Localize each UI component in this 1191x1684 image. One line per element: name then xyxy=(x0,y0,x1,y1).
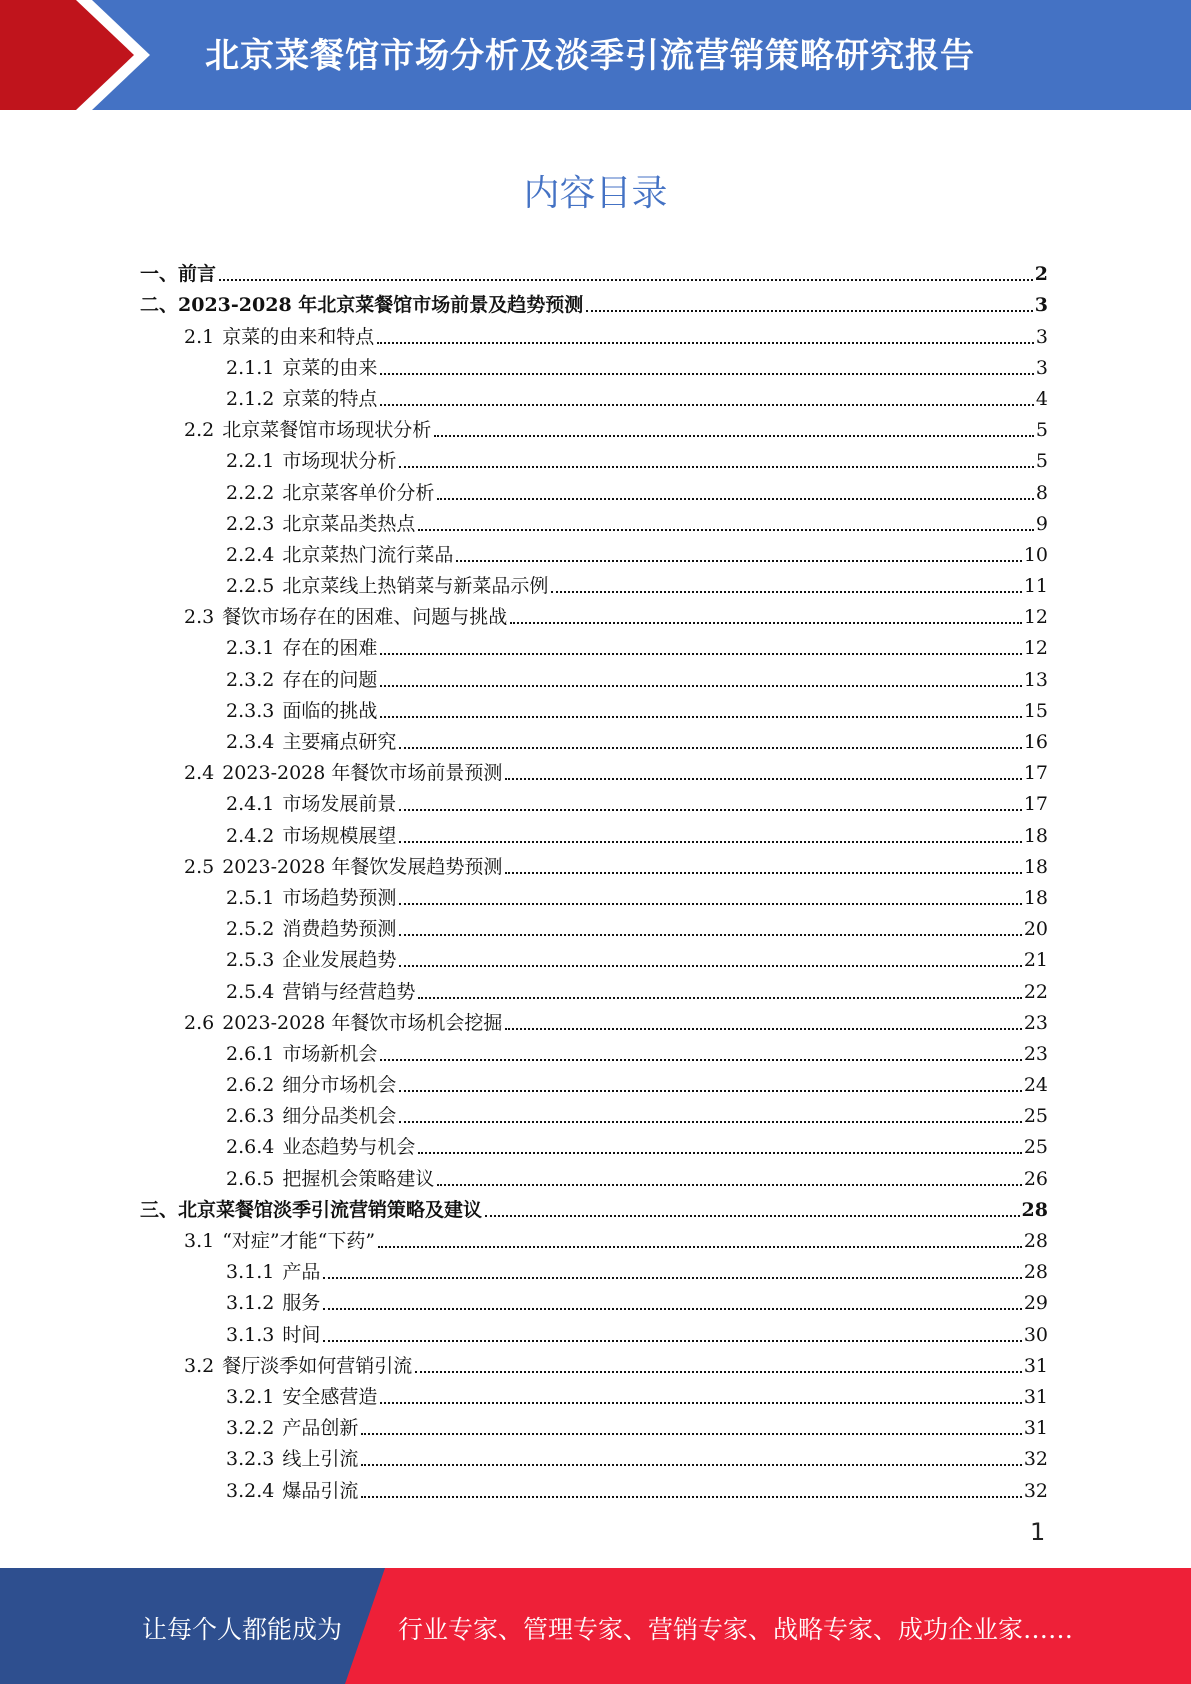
toc-entry-title: 线上引流 xyxy=(282,1448,359,1471)
toc-entry-number: 2.3.1 xyxy=(226,637,275,660)
toc-entry[interactable] xyxy=(140,1408,1048,1439)
toc-entry-page: 15 xyxy=(1023,699,1048,722)
toc-entry-page: 17 xyxy=(1023,762,1048,785)
toc-entry-page: 25 xyxy=(1023,1105,1048,1128)
toc-leader-dots xyxy=(505,777,1021,780)
toc-entry-title: 北京菜餐馆淡季引流营销策略及建议 xyxy=(178,1198,483,1221)
toc-entry-page: 31 xyxy=(1023,1385,1048,1408)
toc-entry-page: 8 xyxy=(1035,481,1048,504)
toc-entry[interactable] xyxy=(140,1346,1048,1377)
toc-entry[interactable] xyxy=(140,1096,1048,1127)
toc-entry-page: 3 xyxy=(1034,294,1048,317)
toc-entry-title: 细分品类机会 xyxy=(282,1105,397,1128)
toc-entry-title: 面临的挑战 xyxy=(282,699,378,722)
toc-leader-dots xyxy=(399,1120,1021,1123)
toc-leader-dots xyxy=(380,1401,1021,1404)
toc-leader-dots xyxy=(361,1495,1021,1498)
toc-entry-page: 16 xyxy=(1023,731,1048,753)
toc-entry-page: 4 xyxy=(1035,387,1048,410)
toc-entry-number: 2.2.5 xyxy=(226,575,275,598)
toc-leader-dots xyxy=(323,1307,1021,1310)
toc-entry[interactable] xyxy=(140,815,1048,846)
toc-entry-page: 28 xyxy=(1023,1261,1048,1284)
toc-entry-page: 20 xyxy=(1023,918,1048,941)
toc-entry-page: 22 xyxy=(1023,980,1048,1003)
toc-entry-title: 服务 xyxy=(282,1292,321,1315)
toc-leader-dots xyxy=(380,372,1034,375)
toc-entry-number: 2.3.2 xyxy=(226,668,275,691)
toc-entry-title: 北京菜客单价分析 xyxy=(282,481,435,504)
toc-entry-number: 3.1.1 xyxy=(226,1261,275,1284)
toc-entry[interactable] xyxy=(140,1314,1048,1345)
toc-entry[interactable] xyxy=(140,566,1048,597)
toc-leader-dots xyxy=(380,715,1021,718)
footer-slogan-left: 让每个人都能成为 xyxy=(142,1615,343,1644)
toc-entry-number: 2.4 xyxy=(184,762,215,785)
toc-entry-page: 28 xyxy=(1021,1198,1048,1221)
toc-entry-page: 3 xyxy=(1035,356,1048,379)
toc-entry-number: 2.5.2 xyxy=(226,918,275,941)
toc-entry-number: 2.4.2 xyxy=(226,824,275,847)
toc-entry[interactable] xyxy=(140,1377,1048,1408)
toc-leader-dots xyxy=(399,808,1021,811)
toc-entry-title: 消费趋势预测 xyxy=(282,918,397,941)
toc-entry-number: 3.1 xyxy=(184,1230,215,1252)
toc-entry-page: 32 xyxy=(1023,1479,1048,1502)
toc-entry-number: 2.2.1 xyxy=(226,450,275,473)
toc-entry-number: 2.6.4 xyxy=(226,1136,275,1159)
toc-entry-number: 3.2 xyxy=(184,1354,215,1377)
toc-entry-title: 北京菜品类热点 xyxy=(282,512,416,535)
toc-entry[interactable] xyxy=(140,285,1048,316)
toc-entry[interactable] xyxy=(140,504,1048,535)
toc-leader-dots xyxy=(380,1058,1021,1061)
toc-leader-dots xyxy=(485,1214,1020,1217)
toc-entry-title: 京菜的特点 xyxy=(282,387,378,410)
toc-entry-number: 一、 xyxy=(140,263,179,286)
toc-entry-page: 12 xyxy=(1023,606,1048,629)
table-of-contents xyxy=(140,254,1048,1502)
toc-entry-title: 企业发展趋势 xyxy=(282,949,397,972)
toc-entry[interactable] xyxy=(140,1065,1048,1096)
toc-entry-title: 餐厅淡季如何营销引流 xyxy=(222,1354,413,1377)
toc-entry-number: 2.3.4 xyxy=(226,731,275,753)
toc-entry-title: 北京菜热门流行菜品 xyxy=(282,543,454,566)
toc-leader-dots xyxy=(399,746,1021,749)
toc-entry-page: 23 xyxy=(1023,1042,1048,1065)
toc-leader-dots xyxy=(399,1089,1021,1092)
toc-entry-title: 北京菜线上热销菜与新菜品示例 xyxy=(282,575,549,598)
toc-entry[interactable] xyxy=(140,1221,1048,1252)
toc-entry[interactable] xyxy=(140,1470,1048,1501)
toc-entry-title: 市场新机会 xyxy=(282,1042,378,1065)
toc-entry-page: 24 xyxy=(1023,1074,1048,1097)
toc-entry-page: 31 xyxy=(1023,1354,1048,1377)
toc-entry-number: 2.5.1 xyxy=(226,886,275,909)
toc-entry-number: 2.6.3 xyxy=(226,1105,275,1128)
toc-entry-number: 2.1.2 xyxy=(226,387,275,410)
toc-entry-page: 25 xyxy=(1023,1136,1048,1159)
toc-entry-page: 9 xyxy=(1035,512,1048,535)
toc-entry[interactable] xyxy=(140,628,1048,659)
toc-entry[interactable] xyxy=(140,597,1048,628)
toc-entry-title: “对症”才能“下药” xyxy=(222,1230,376,1252)
toc-entry[interactable] xyxy=(140,254,1048,285)
toc-entry-title: 市场发展前景 xyxy=(282,793,397,816)
toc-entry-page: 18 xyxy=(1023,855,1048,878)
toc-leader-dots xyxy=(361,1463,1021,1466)
toc-entry-title: 餐饮市场存在的困难、问题与挑战 xyxy=(222,606,508,629)
toc-entry-number: 2.2 xyxy=(184,419,215,442)
toc-entry-title: 2023-2028 年餐饮市场前景预测 xyxy=(222,762,503,785)
toc-entry-title: 营销与经营趋势 xyxy=(282,980,416,1003)
toc-leader-dots xyxy=(418,996,1021,999)
page-number: 1 xyxy=(1030,1518,1046,1546)
toc-entry-page: 5 xyxy=(1035,450,1048,473)
toc-entry[interactable] xyxy=(140,348,1048,379)
toc-entry-number: 2.6.1 xyxy=(226,1042,275,1065)
toc-entry-title: 爆品引流 xyxy=(282,1479,359,1502)
page-header xyxy=(0,0,1191,110)
toc-entry-number: 2.6.2 xyxy=(226,1074,275,1097)
toc-entry[interactable] xyxy=(140,379,1048,410)
toc-entry-number: 2.2.2 xyxy=(226,481,275,504)
toc-entry-number: 2.5.4 xyxy=(226,980,275,1003)
toc-entry[interactable] xyxy=(140,753,1048,784)
toc-entry-title: 主要痛点研究 xyxy=(282,731,397,753)
toc-entry[interactable] xyxy=(140,940,1048,971)
toc-entry-page: 32 xyxy=(1023,1448,1048,1471)
toc-entry[interactable] xyxy=(140,472,1048,503)
toc-entry-number: 3.1.3 xyxy=(226,1323,275,1346)
toc-entry-page: 30 xyxy=(1023,1323,1048,1346)
toc-entry-title: 存在的困难 xyxy=(282,637,378,660)
toc-entry-number: 二、 xyxy=(140,294,179,317)
toc-entry-title: 京菜的由来 xyxy=(282,356,378,379)
toc-leader-dots xyxy=(399,902,1021,905)
toc-entry-number: 2.5 xyxy=(184,855,215,878)
toc-entry-page: 26 xyxy=(1023,1167,1048,1190)
toc-entry-page: 18 xyxy=(1023,824,1048,847)
toc-leader-dots xyxy=(586,309,1032,312)
toc-entry-page: 2 xyxy=(1034,263,1048,286)
toc-entry[interactable] xyxy=(140,691,1048,722)
toc-entry[interactable] xyxy=(140,441,1048,472)
toc-entry[interactable] xyxy=(140,1127,1048,1158)
toc-entry-number: 2.6 xyxy=(184,1011,215,1034)
toc-entry-title: 市场趋势预测 xyxy=(282,886,397,909)
toc-entry-title: 产品 xyxy=(282,1261,321,1284)
toc-leader-dots xyxy=(378,1245,1022,1248)
toc-entry-title: 2023-2028 年餐饮市场机会挖掘 xyxy=(222,1011,503,1034)
toc-leader-dots xyxy=(399,933,1021,936)
toc-leader-dots xyxy=(456,559,1021,562)
toc-entry[interactable] xyxy=(140,1190,1048,1221)
toc-leader-dots xyxy=(323,1339,1021,1342)
toc-entry[interactable] xyxy=(140,1003,1048,1034)
toc-entry-title: 时间 xyxy=(282,1323,321,1346)
toc-entry-title: 细分市场机会 xyxy=(282,1074,397,1097)
toc-entry[interactable] xyxy=(140,878,1048,909)
toc-leader-dots xyxy=(399,465,1034,468)
toc-entry-page: 5 xyxy=(1035,419,1048,442)
toc-leader-dots xyxy=(380,684,1021,687)
toc-leader-dots xyxy=(380,403,1034,406)
toc-entry[interactable] xyxy=(140,659,1048,690)
toc-leader-dots xyxy=(418,1151,1021,1154)
toc-entry-title: 京菜的由来和特点 xyxy=(222,325,375,348)
toc-entry-number: 2.3.3 xyxy=(226,699,275,722)
toc-entry-page: 17 xyxy=(1023,793,1048,816)
footer-slogan-right: 行业专家、管理专家、营销专家、战略专家、成功企业家…… xyxy=(398,1615,1074,1644)
toc-entry-number: 3.2.1 xyxy=(226,1385,275,1408)
toc-leader-dots xyxy=(415,1370,1022,1373)
toc-entry[interactable] xyxy=(140,1158,1048,1189)
toc-leader-dots xyxy=(551,590,1021,593)
toc-entry-title: 市场现状分析 xyxy=(282,450,397,473)
toc-leader-dots xyxy=(434,434,1034,437)
toc-leader-dots xyxy=(437,497,1034,500)
toc-entry-title: 产品创新 xyxy=(282,1417,359,1440)
toc-entry-page: 18 xyxy=(1023,886,1048,909)
toc-leader-dots xyxy=(377,341,1034,344)
toc-entry[interactable] xyxy=(140,1034,1048,1065)
toc-entry-title: 2023-2028 年北京菜餐馆市场前景及趋势预测 xyxy=(178,294,584,317)
toc-entry[interactable] xyxy=(140,410,1048,441)
toc-entry-number: 2.4.1 xyxy=(226,793,275,816)
toc-entry-page: 21 xyxy=(1023,949,1048,972)
toc-leader-dots xyxy=(399,840,1021,843)
toc-entry-title: 2023-2028 年餐饮发展趋势预测 xyxy=(222,855,503,878)
toc-entry-title: 前言 xyxy=(178,263,217,286)
toc-entry-title: 存在的问题 xyxy=(282,668,378,691)
toc-entry-number: 2.5.3 xyxy=(226,949,275,972)
toc-entry-page: 3 xyxy=(1035,325,1048,348)
toc-entry[interactable] xyxy=(140,847,1048,878)
toc-entry-number: 3.2.4 xyxy=(226,1479,275,1502)
toc-entry-page: 13 xyxy=(1023,668,1048,691)
toc-entry-number: 3.1.2 xyxy=(226,1292,275,1315)
toc-entry[interactable] xyxy=(140,1439,1048,1470)
toc-entry-number: 2.2.4 xyxy=(226,543,275,566)
toc-entry-number: 3.2.3 xyxy=(226,1448,275,1471)
toc-entry-number: 2.3 xyxy=(184,606,215,629)
toc-title: 内容目录 xyxy=(523,173,668,214)
toc-entry-page: 28 xyxy=(1023,1230,1048,1252)
toc-entry-page: 12 xyxy=(1023,637,1048,660)
toc-leader-dots xyxy=(505,1027,1021,1030)
toc-entry[interactable] xyxy=(140,1252,1048,1283)
page-footer xyxy=(0,1568,1191,1684)
toc-entry-number: 2.1 xyxy=(184,325,215,348)
toc-leader-dots xyxy=(361,1432,1021,1435)
toc-entry[interactable] xyxy=(140,1283,1048,1314)
toc-leader-dots xyxy=(219,278,1033,281)
toc-entry-title: 业态趋势与机会 xyxy=(282,1136,416,1159)
toc-entry[interactable] xyxy=(140,971,1048,1002)
toc-entry-number: 三、 xyxy=(140,1198,179,1221)
toc-leader-dots xyxy=(380,652,1021,655)
toc-entry-number: 2.1.1 xyxy=(226,356,275,379)
toc-entry[interactable] xyxy=(140,784,1048,815)
toc-leader-dots xyxy=(323,1276,1021,1279)
toc-entry[interactable] xyxy=(140,535,1048,566)
toc-entry[interactable] xyxy=(140,722,1048,753)
toc-leader-dots xyxy=(505,871,1021,874)
toc-entry-page: 11 xyxy=(1023,575,1048,598)
toc-entry-title: 安全感营造 xyxy=(282,1385,378,1408)
toc-entry-number: 2.2.3 xyxy=(226,512,275,535)
toc-entry-page: 10 xyxy=(1023,543,1048,566)
toc-leader-dots xyxy=(510,621,1022,624)
toc-entry-title: 市场规模展望 xyxy=(282,824,397,847)
toc-leader-dots xyxy=(437,1183,1021,1186)
toc-leader-dots xyxy=(399,964,1021,967)
toc-entry-number: 2.6.5 xyxy=(226,1167,275,1190)
toc-entry-title: 北京菜餐馆市场现状分析 xyxy=(222,419,432,442)
toc-entry-page: 31 xyxy=(1023,1417,1048,1440)
report-title: 北京菜餐馆市场分析及淡季引流营销策略研究报告 xyxy=(205,36,975,76)
toc-entry[interactable] xyxy=(140,909,1048,940)
toc-entry-page: 29 xyxy=(1023,1292,1048,1315)
toc-entry-page: 23 xyxy=(1023,1011,1048,1034)
toc-entry-number: 3.2.2 xyxy=(226,1417,275,1440)
toc-leader-dots xyxy=(418,528,1034,531)
toc-entry[interactable] xyxy=(140,316,1048,347)
toc-entry-title: 把握机会策略建议 xyxy=(282,1167,435,1190)
